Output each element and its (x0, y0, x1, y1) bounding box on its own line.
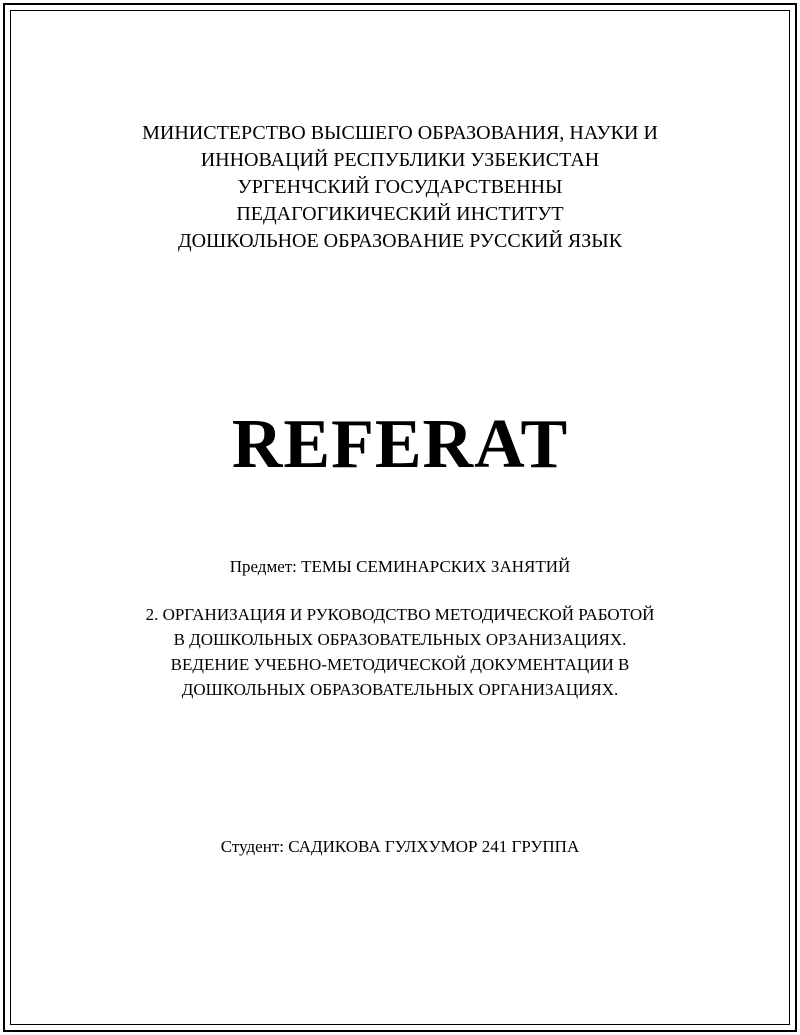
topic-line-1: 2. ОРГАНИЗАЦИЯ И РУКОВОДСТВО МЕТОДИЧЕСКОЙ РАБОТОЙ (145, 605, 655, 624)
topic-line-4: ДОШКОЛЬНЫХ ОБРАЗОВАТЕЛЬНЫХ ОРГАНИЗАЦИЯХ. (181, 680, 619, 699)
student-line: Студент: САДИКОВА ГУЛХУМОР 241 ГРУППА (220, 837, 580, 856)
header-line-1: МИНИСТЕРСТВО ВЫСШЕГО ОБРАЗОВАНИЯ, НАУКИ И (142, 122, 658, 144)
institution-header (0, 120, 800, 255)
header-line-2: ИННОВАЦИЙ РЕСПУБЛИКИ УЗБЕКИСТАН (200, 149, 600, 171)
topic-line-3: ВЕДЕНИЕ УЧЕБНО-МЕТОДИЧЕСКОЙ ДОКУМЕНТАЦИИ В (170, 655, 630, 674)
header-line-4: ПЕДАГОГИКИЧЕСКИЙ ИНСТИТУТ (236, 203, 564, 225)
topic-line-2: В ДОШКОЛЬНЫХ ОБРАЗОВАТЕЛЬНЫХ ОРЗАНИЗАЦИЯХ. (173, 630, 627, 649)
subject-line: Предмет: ТЕМЫ СЕМИНАРСКИХ ЗАНЯТИЙ (229, 557, 571, 576)
header-line-5: ДОШКОЛЬНОЕ ОБРАЗОВАНИЕ РУССКИЙ ЯЗЫК (177, 230, 623, 252)
topic-block (0, 602, 800, 702)
header-line-3: УРГЕНЧСКИЙ ГОСУДАРСТВЕННЫ (237, 176, 563, 198)
document-title: REFERAT (231, 406, 569, 483)
